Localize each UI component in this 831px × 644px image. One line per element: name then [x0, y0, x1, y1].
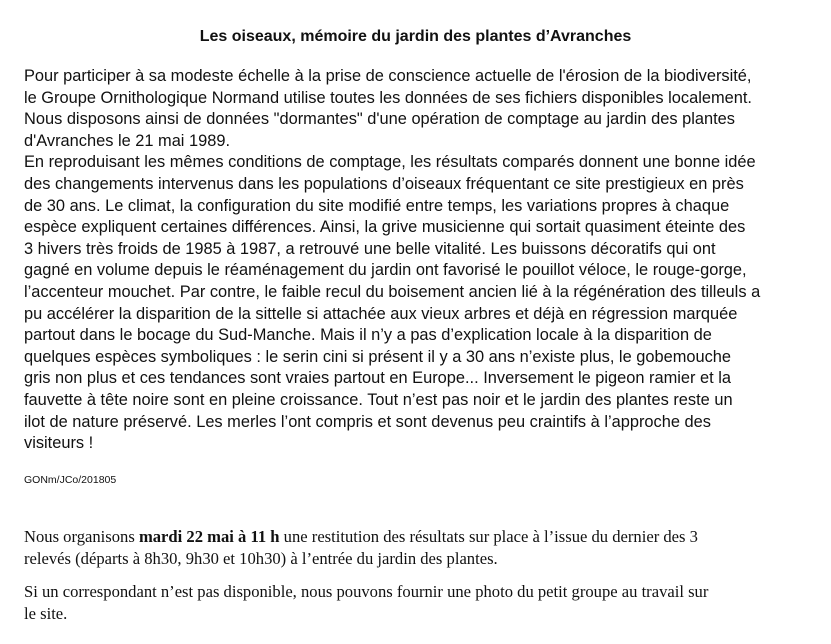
article-body	[24, 66, 824, 455]
body-line: partout dans le bocage du Sud-Manche. Mais il n’y a pas d’explication locale à la disparition de	[24, 326, 712, 345]
body-line: le Groupe Ornithologique Normand utilise toutes les données de ses fichiers disponibles localement.	[24, 88, 752, 107]
body-line: pu accélérer la disparition de la sittelle si attachée aux vieux arbres et déjà en régression marquée	[24, 304, 738, 323]
body-line: Nous disposons ainsi de données "dormantes" d'une opération de comptage au jardin des plantes	[24, 110, 735, 129]
body-line: En reproduisant les mêmes conditions de comptage, les résultats comparés donnent une bonne idée	[24, 153, 756, 172]
body-line: l’accenteur mouchet. Par contre, le faible recul du boisement ancien lié à la régénération des tilleuls a	[24, 282, 761, 301]
body-line: espèce expliquent certaines différences. Ainsi, la grive musicienne qui sortait quasiment éteinte des	[24, 218, 746, 237]
document-title: Les oiseaux, mémoire du jardin des plantes d’Avranches	[199, 28, 632, 45]
body-line: 3 hivers très froids de 1985 à 1987, a retrouvé une belle vitalité. Les buissons décoratifs qui ont	[24, 239, 716, 258]
reference-code: GONm/JCo/201805	[24, 474, 117, 486]
body-line: de 30 ans. Le climat, la configuration du site modifié entre temps, les variations propres à chaque	[24, 196, 730, 215]
body-line: gagné en volume depuis le réaménagement du jardin ont favorisé le pouillot véloce, le rouge-gorge,	[24, 261, 747, 280]
announcement-line-1	[24, 526, 824, 548]
body-line: visiteurs !	[24, 434, 94, 453]
body-line: fauvette à tête noire sont en pleine croissance. Tout n’est pas noir et le jardin des plantes reste un	[24, 390, 733, 409]
body-line: d'Avranches le 21 mai 1989.	[24, 131, 231, 150]
announcement-prefix: Nous organisons	[24, 527, 139, 546]
body-line: ilot de nature préservé. Les merles l’ont compris et sont devenus peu craintifs à l’approche des	[24, 412, 711, 431]
announcement-line-2: relevés (départs à 8h30, 9h30 et 10h30) à l’entrée du jardin des plantes.	[24, 548, 498, 568]
announcement-suffix: une restitution des résultats sur place à l’issue du dernier des 3	[279, 527, 698, 546]
body-line: des changements intervenus dans les populations d’oiseaux fréquentant ce site prestigieux en près	[24, 174, 744, 193]
photo-note-paragraph	[24, 581, 824, 624]
body-line: Pour participer à sa modeste échelle à la prise de conscience actuelle de l'érosion de la biodiversité,	[24, 67, 752, 85]
body-line: gris non plus et ces tendances sont vraies partout en Europe... Inversement le pigeon ramier et la	[24, 369, 732, 388]
body-line: quelques espèces symboliques : le serin cini si présent il y a 30 ans n’existe plus, le gobemouche	[24, 347, 732, 366]
photo-note-line-2: le site.	[24, 603, 68, 623]
photo-note-line-1: Si un correspondant n’est pas disponible, nous pouvons fournir une photo du petit groupe au travail sur	[24, 582, 709, 601]
announcement-paragraph	[24, 526, 824, 569]
announcement-date: mardi 22 mai à 11 h	[138, 527, 280, 546]
